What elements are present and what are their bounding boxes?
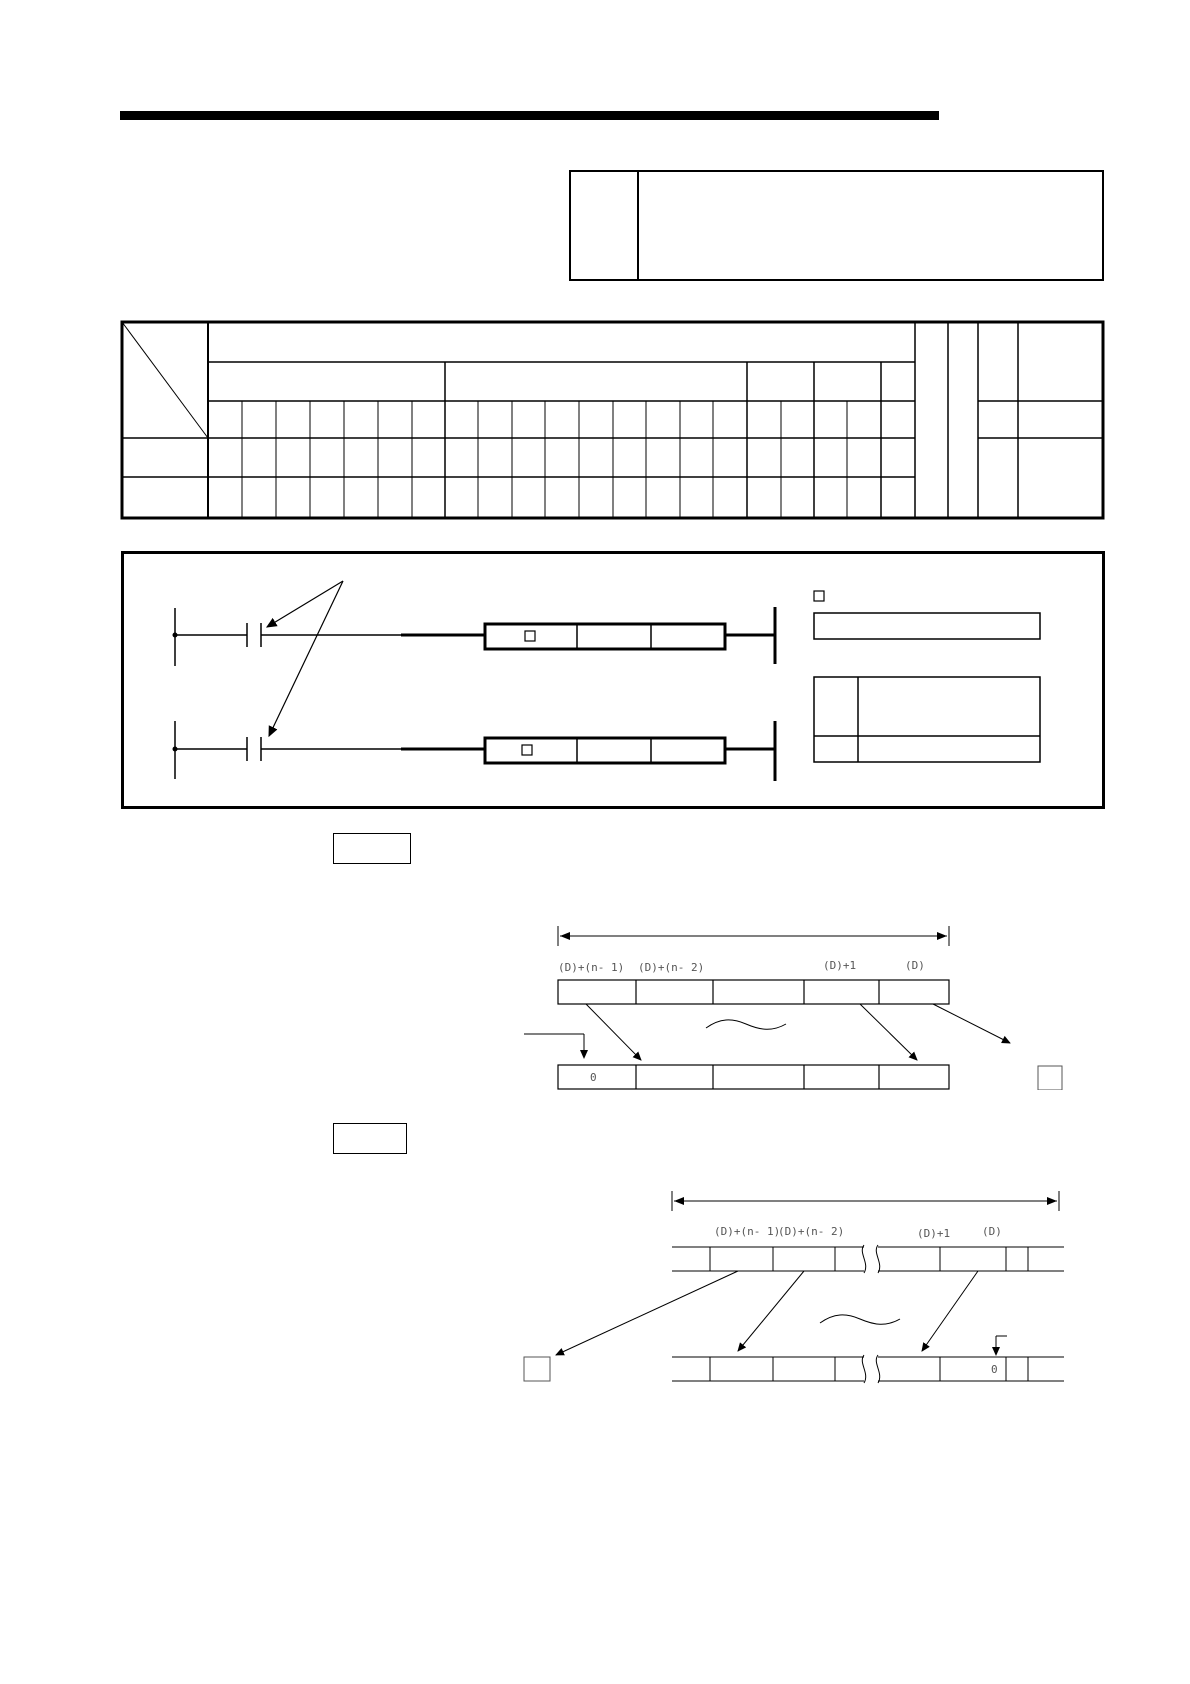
white-square-icon <box>524 1357 550 1381</box>
shift-diagram-b <box>520 1185 1080 1385</box>
label-d-plus-1: (D)+1 <box>917 1227 951 1240</box>
ladder-diagram <box>121 551 1105 809</box>
ladder-rung-1 <box>173 607 776 666</box>
label-d-n-2: (D)+(n- 2) <box>638 961 705 974</box>
label-d-n-1: (D)+(n- 1) <box>558 961 625 974</box>
label-d: (D) <box>982 1225 1002 1238</box>
fill-zero-value: 0 <box>590 1071 597 1084</box>
white-square-icon <box>814 591 824 601</box>
shift-diagram-a <box>520 920 1080 1090</box>
label-d: (D) <box>905 959 925 972</box>
applicable-devices-table <box>120 320 1105 520</box>
white-square-icon <box>522 745 532 755</box>
fill-zero-value: 0 <box>991 1363 998 1376</box>
label-d-n-2: (D)+(n- 2) <box>778 1225 845 1238</box>
white-square-icon <box>525 631 535 641</box>
label-d-plus-1: (D)+1 <box>823 959 857 972</box>
function-label-box-2 <box>333 1123 407 1154</box>
function-label-box-1 <box>333 833 411 864</box>
label-d-n-1: (D)+(n- 1) <box>714 1225 781 1238</box>
white-square-icon <box>1038 1066 1062 1090</box>
instruction-summary-box <box>569 170 1104 281</box>
ladder-rung-2 <box>173 721 776 781</box>
header-rule <box>120 111 939 120</box>
instruction-summary-divider <box>637 172 639 279</box>
